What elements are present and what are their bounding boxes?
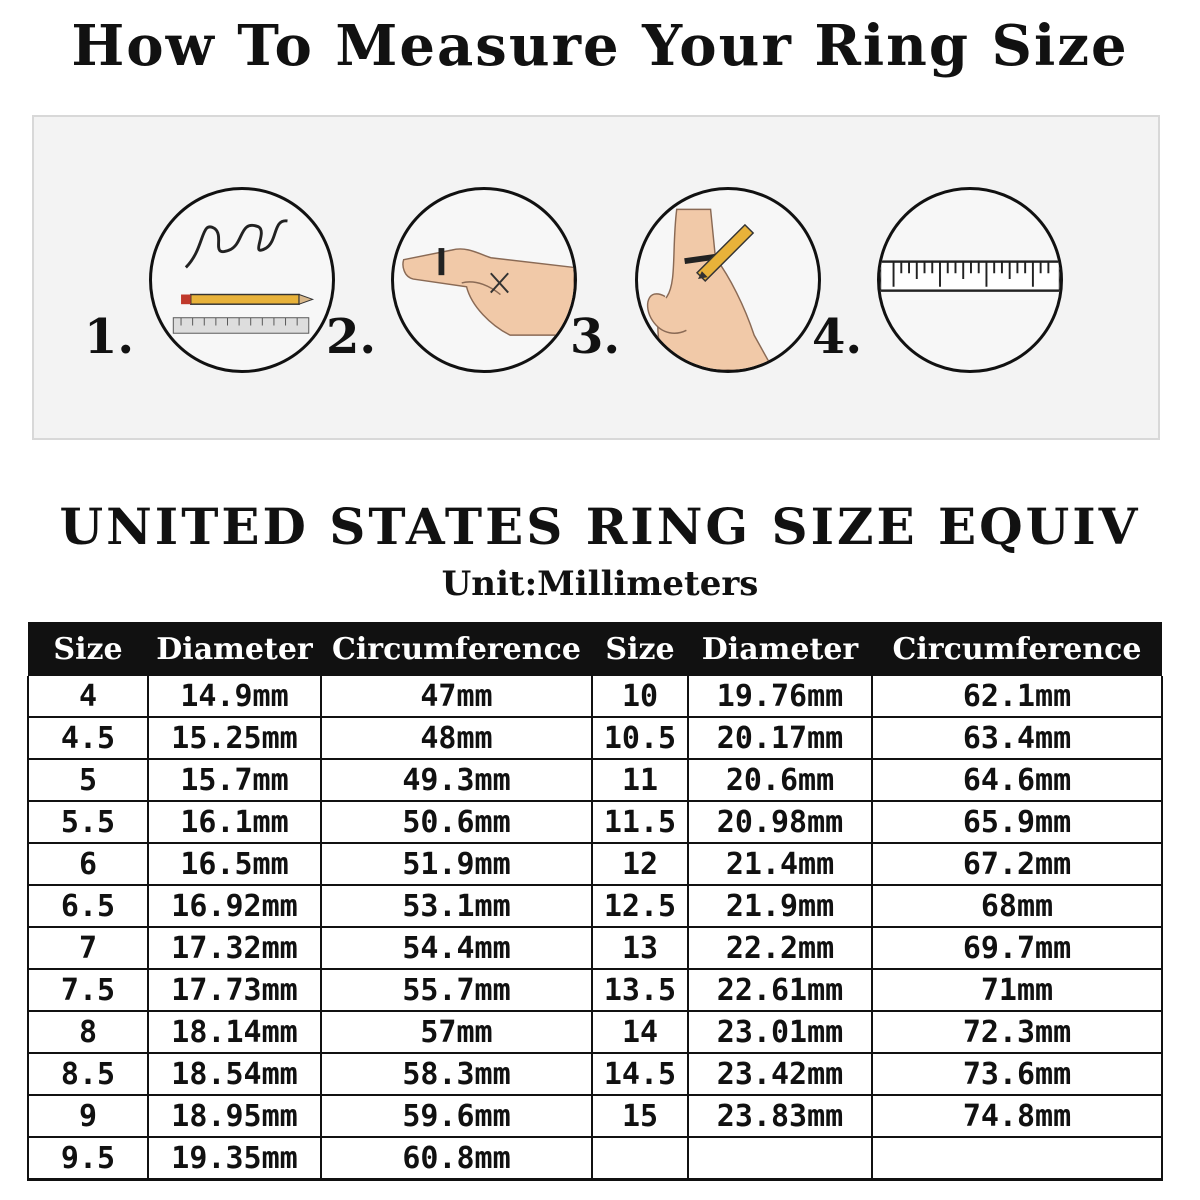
- table-row: [28, 717, 1162, 759]
- table-row: [28, 1137, 1162, 1180]
- size-cell: 5: [28, 759, 148, 801]
- circumference-cell: 58.3mm: [321, 1053, 592, 1095]
- diameter-cell: 18.14mm: [148, 1011, 321, 1053]
- step-number: 1.: [84, 309, 135, 365]
- size-cell: 15: [592, 1095, 688, 1137]
- size-cell: 12: [592, 843, 688, 885]
- circumference-cell: 49.3mm: [321, 759, 592, 801]
- diameter-cell: 23.83mm: [688, 1095, 872, 1137]
- size-cell: [592, 1137, 688, 1180]
- circumference-cell: [872, 1137, 1162, 1180]
- column-header: Diameter: [688, 622, 872, 676]
- column-header: Size: [28, 622, 148, 676]
- table-row: [28, 759, 1162, 801]
- diameter-cell: 21.9mm: [688, 885, 872, 927]
- size-cell: 7.5: [28, 969, 148, 1011]
- step-4: [812, 187, 1082, 387]
- size-cell: 9.5: [28, 1137, 148, 1180]
- column-header: Diameter: [148, 622, 321, 676]
- circumference-cell: 69.7mm: [872, 927, 1162, 969]
- size-cell: 12.5: [592, 885, 688, 927]
- circumference-cell: 60.8mm: [321, 1137, 592, 1180]
- diameter-cell: 20.98mm: [688, 801, 872, 843]
- diameter-cell: 16.5mm: [148, 843, 321, 885]
- table-body: [28, 676, 1162, 1180]
- size-cell: 11.5: [592, 801, 688, 843]
- diameter-cell: 18.95mm: [148, 1095, 321, 1137]
- diameter-cell: 17.73mm: [148, 969, 321, 1011]
- size-cell: 4.5: [28, 717, 148, 759]
- size-cell: 10.5: [592, 717, 688, 759]
- circumference-cell: 65.9mm: [872, 801, 1162, 843]
- diameter-cell: 22.61mm: [688, 969, 872, 1011]
- circumference-cell: 48mm: [321, 717, 592, 759]
- measuring-steps-panel: [32, 115, 1160, 440]
- step-number: 2.: [326, 309, 377, 365]
- page-title: How To Measure Your Ring Size: [71, 13, 1129, 79]
- size-cell: 8: [28, 1011, 148, 1053]
- circumference-cell: 51.9mm: [321, 843, 592, 885]
- table-row: [28, 927, 1162, 969]
- size-cell: 9: [28, 1095, 148, 1137]
- size-cell: 14.5: [592, 1053, 688, 1095]
- table-row: [28, 676, 1162, 717]
- diameter-cell: 16.1mm: [148, 801, 321, 843]
- table-header-row: [28, 622, 1162, 676]
- size-cell: 13: [592, 927, 688, 969]
- table-row: [28, 969, 1162, 1011]
- circumference-cell: 64.6mm: [872, 759, 1162, 801]
- diameter-cell: 23.42mm: [688, 1053, 872, 1095]
- table-row: [28, 1095, 1162, 1137]
- table-row: [28, 885, 1162, 927]
- size-cell: 11: [592, 759, 688, 801]
- size-cell: 4: [28, 676, 148, 717]
- diameter-cell: 21.4mm: [688, 843, 872, 885]
- diameter-cell: 19.76mm: [688, 676, 872, 717]
- step-3: [570, 187, 840, 387]
- circumference-cell: 59.6mm: [321, 1095, 592, 1137]
- step-number: 3.: [570, 309, 621, 365]
- size-cell: 5.5: [28, 801, 148, 843]
- circumference-cell: 50.6mm: [321, 801, 592, 843]
- ruler-measure-icon: [877, 187, 1063, 373]
- step-2: [326, 187, 596, 387]
- circumference-cell: 68mm: [872, 885, 1162, 927]
- diameter-cell: 19.35mm: [148, 1137, 321, 1180]
- circumference-cell: 55.7mm: [321, 969, 592, 1011]
- wrap-finger-icon: [391, 187, 577, 373]
- diameter-cell: 20.17mm: [688, 717, 872, 759]
- circumference-cell: 62.1mm: [872, 676, 1162, 717]
- size-cell: 8.5: [28, 1053, 148, 1095]
- table-row: [28, 1053, 1162, 1095]
- string-pencil-ruler-icon: [149, 187, 335, 373]
- circumference-cell: 72.3mm: [872, 1011, 1162, 1053]
- step-1: [84, 187, 354, 387]
- unit-label: Unit:Millimeters: [441, 564, 759, 604]
- circumference-cell: 53.1mm: [321, 885, 592, 927]
- circumference-cell: 73.6mm: [872, 1053, 1162, 1095]
- circumference-cell: 54.4mm: [321, 927, 592, 969]
- diameter-cell: 15.25mm: [148, 717, 321, 759]
- size-cell: 6: [28, 843, 148, 885]
- column-header: Size: [592, 622, 688, 676]
- diameter-cell: 18.54mm: [148, 1053, 321, 1095]
- circumference-cell: 57mm: [321, 1011, 592, 1053]
- diameter-cell: 14.9mm: [148, 676, 321, 717]
- size-cell: 6.5: [28, 885, 148, 927]
- table-row: [28, 801, 1162, 843]
- size-cell: 7: [28, 927, 148, 969]
- size-cell: 13.5: [592, 969, 688, 1011]
- diameter-cell: 23.01mm: [688, 1011, 872, 1053]
- mark-string-icon: [635, 187, 821, 373]
- diameter-cell: 20.6mm: [688, 759, 872, 801]
- size-cell: 14: [592, 1011, 688, 1053]
- diameter-cell: 15.7mm: [148, 759, 321, 801]
- step-number: 4.: [812, 309, 863, 365]
- table-row: [28, 843, 1162, 885]
- table-row: [28, 1011, 1162, 1053]
- size-cell: 10: [592, 676, 688, 717]
- ring-size-table: [27, 622, 1163, 1181]
- diameter-cell: 17.32mm: [148, 927, 321, 969]
- diameter-cell: 16.92mm: [148, 885, 321, 927]
- chart-title: UNITED STATES RING SIZE EQUIV: [59, 497, 1141, 556]
- column-header: Circumference: [872, 622, 1162, 676]
- circumference-cell: 47mm: [321, 676, 592, 717]
- circumference-cell: 63.4mm: [872, 717, 1162, 759]
- circumference-cell: 71mm: [872, 969, 1162, 1011]
- diameter-cell: 22.2mm: [688, 927, 872, 969]
- column-header: Circumference: [321, 622, 592, 676]
- diameter-cell: [688, 1137, 872, 1180]
- circumference-cell: 67.2mm: [872, 843, 1162, 885]
- circumference-cell: 74.8mm: [872, 1095, 1162, 1137]
